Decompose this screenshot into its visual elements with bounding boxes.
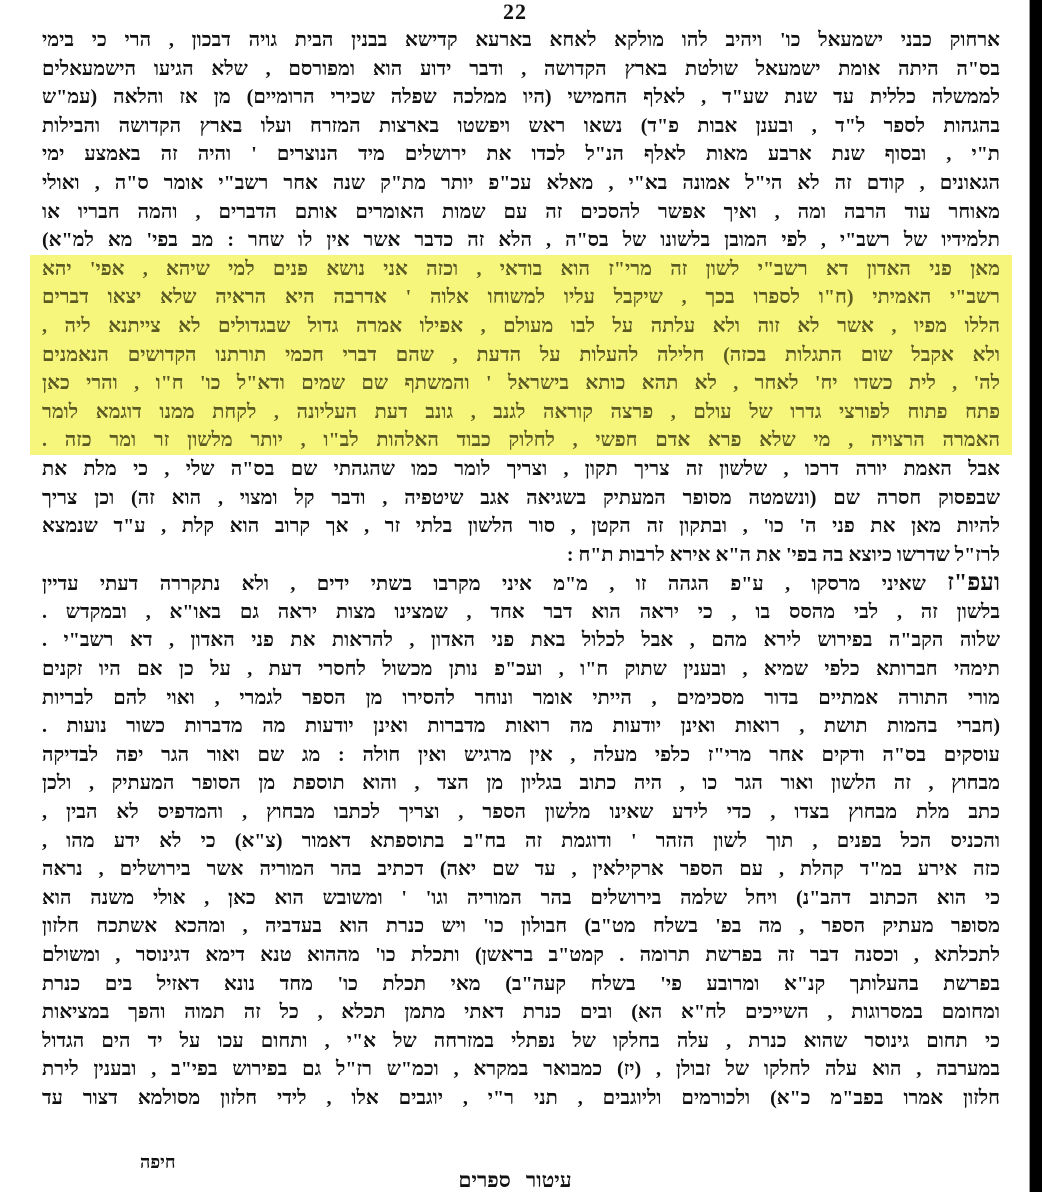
footer-title: עיטור ספרים	[458, 1168, 572, 1192]
text-line	[42, 112, 1000, 141]
text-line	[42, 541, 1000, 570]
body-text	[42, 26, 1000, 1113]
text-line	[42, 1055, 1000, 1084]
text-line	[42, 626, 1000, 655]
line-text: ת"י , ובסוף שנת ארבע מאות לאלף הנ"ל לכדו את ירושלים מיד הנוצרים ' והיה זה באמצע ימי	[42, 143, 1000, 166]
line-text: (חברי בהמות תושת , רואות ואינן יודעות מה רואות מדברות ואינן יודעות מה מדברות כשור נועות .	[42, 715, 1000, 738]
line-text: מסופר מעתיק הספר , מה בפ' בשלח מט"ב) חבולון כו' ויש כנרת הוא בעדביה , ומהכא אשתכח חלזון	[42, 915, 1000, 938]
line-text: ארחוק כבני ישמעאל כו' ויהיב להו מולקא לאחא בארעא קדישא בבנין הבית גויה דבכון , הרי כי בימי	[42, 29, 1000, 51]
line-text: חלזון אמרו בפב"מ כ"א) ולכורמים וליוגבים , תני ר"י , יוגבים אלו , לידי חלזון מסולמא דצור עד	[42, 1086, 1000, 1109]
text-line	[42, 198, 1000, 227]
text-line	[42, 769, 1000, 798]
line-text: מורי התורה אמתיים בדור מסכימים , הייתי אומר ונוחר להסירו מן הספר לגמרי , ואוי להם לבריות	[42, 686, 1000, 709]
text-line	[42, 512, 1000, 541]
text-line	[42, 26, 1000, 55]
text-line	[42, 827, 1000, 856]
line-text: מבחוץ , זה הלשון ואור הגר כו , היה כתוב בגליון מן הצד , והוא תוספת מן הסופר המעתיק , ולכן	[42, 772, 1000, 795]
text-line	[42, 998, 1000, 1027]
highlighted-text-line	[30, 426, 1012, 455]
line-text: האמרה הרצויה , מי שלא פרא אדם חפשי , לחלוק כבוד האלהות לב"ו , יותר מלשון זר ומר כזה .	[42, 429, 1000, 452]
line-text: בפרשת בהעלותך קנ"א ומרובע פי' בשלח קעה"ב) מאי תכלת כו' מחד נונא דאזיל בים כנרת	[42, 972, 1000, 995]
text-line	[42, 884, 1000, 913]
line-text: מאן פני האדון דא רשב"י לשון זה מרי"ז הוא בודאי , וכזה אני נושא פנים למי שיהא , אפי' יהא	[42, 257, 1000, 280]
text-line	[42, 83, 1000, 112]
text-line	[42, 970, 1000, 999]
line-text: שלוה הקב"ה בפירוש לירא מהם , אבל לכלול באת פני האדון , להראות את פני האדון , דא רשב"י .	[42, 629, 1000, 652]
text-line	[42, 455, 1000, 484]
text-line	[42, 684, 1000, 713]
text-line	[42, 140, 1000, 169]
text-line	[42, 741, 1000, 770]
highlighted-text-line	[30, 255, 1012, 284]
line-text: כי הוא הכתוב דהב"נ) ויחל שלמה בירושלים בהר המוריה וגו' ' ומשובש הוא כאן , אולי משנה הוא	[42, 886, 1000, 909]
text-line	[42, 226, 1000, 255]
line-text: והכניס הכל בפנים , תוך לשון הזהר ' ודוגמת זה בח"ב בתוספתא דאמור (צ"א) כי לא ידע מהו ,	[42, 829, 1000, 852]
line-text: הגאונים , קודם זה לא הי"ל אמונה בא"י , מאלא עכ"פ יותר מת"ק שנה אחר רשב"י אומר ס"ה , ואולי	[42, 171, 1000, 194]
line-text: הללו מפיו , אשר לא זוה ולא עלתה על לבו מעולם , אפילו אמרה גדול שבגדולים לא צייתנא ליה ,	[42, 314, 1000, 337]
highlighted-text-line	[30, 398, 1012, 427]
line-text: ומחומם במסרוגות , השייכים לח"א הא) ובים כנרת דאתי מתמן תכלא , כל זה תמוה והפך במציאות	[42, 1001, 1000, 1024]
paragraph-lead-word: ועפ"ז	[947, 570, 1000, 597]
line-text: לממשלה כללית עד שנת שע"ד , לאלף החמישי (היו ממלכה שפלה שכירי הרומיים) מן אז והלאה (עמ"ש	[42, 86, 1000, 109]
text-line	[42, 569, 1000, 598]
line-text: כתב מלת מבחוץ בצדו , כדי לידע שאינו מלשון הספר , וצריך לכתבו מבחוץ , והמדפיס לא הבין ,	[42, 801, 1000, 824]
text-line	[42, 712, 1000, 741]
line-text: במערבה , הוא עלה לחלקו של זבולן , (יז) כמבואר במקרא , וכמ"ש רז"ל גם בפירוש בפי"ב , ובענין לירת	[42, 1058, 1000, 1081]
text-line	[42, 1027, 1000, 1056]
text-line	[42, 1084, 1000, 1113]
text-line	[42, 912, 1000, 941]
line-text: עוסקים בס"ה ודקים אחר מרי"ז כלפי מעלה , אין מרגיש ואין חולה : מג שם ואור הגר יפה לבדיקה	[42, 743, 1000, 766]
text-line	[42, 169, 1000, 198]
highlighted-text-line	[30, 283, 1012, 312]
page-number: 22	[503, 0, 527, 24]
line-text: אבל האמת יורה דרכו , שלשון זה צריך תקון , וצריך לומר כמו שהגהתי שם בס"ה שלי , כי מלת את	[42, 457, 1000, 480]
line-text: בלשון זה , לבי מהסס בו , כי יראה הוא דבר אחד , שמצינו מצות יראה גם באו"א , ובמקדש .	[42, 600, 1000, 623]
highlighted-text-line	[30, 312, 1012, 341]
line-text: שאיני מרסקו , ע"פ הגהה זו , מ"מ איני מקרבו בשתי ידים , ולא נתקררה דעתי עדיין	[42, 573, 926, 596]
line-text: תלמידיו של רשב"י , לפי המובן בלשונו של בס"ה , הלא זה כדבר אשר אין לו שחר : מב בפי' מא למ"א)	[42, 229, 1000, 252]
line-text: לתכלתא , וכסנה דבר זה בפרשת תרומה . קמט"ב בראשן) ותכלת כו' מההוא טנא דימא דגינוסר , ומשולם	[42, 944, 1000, 966]
highlighted-text-line	[30, 369, 1012, 398]
line-text: פתח פתוח לפורצי גדרו של עולם , פרצה קוראה לגנב , גונב דעת העליונה , לקחת ממנו דוגמא לומר	[42, 400, 1000, 423]
line-text: רשב"י האמיתי (ח"ו לספרו בכך , שיקבל עליו למשוחו אלוה ' אדרבה היא הראיה שלא יצאו דברים	[42, 286, 1000, 309]
highlighted-text-line	[30, 341, 1012, 370]
line-text: לה' , לית כשדו יח' לאחר , לא תהא כותא בישראל ' והמשתף שם שמים ודא"ל כו' ח"ו , והרי כאן	[42, 372, 1000, 395]
line-text: כזה אירע במ"ד קהלת , עם הספר ארקילאין , עד שם יאה) דכתיב בהר המוריה אשר בירושלים , נראה	[42, 858, 1000, 881]
text-line	[42, 484, 1000, 513]
line-text: מאוחר עוד הרבה ומה , ואיך אפשר להסכים זה עם שמות האומרים אותם הדברים , והמה חבריו או	[42, 200, 1000, 223]
line-text: בס"ה היתה אומת ישמעאל שולטת בארץ הקדושה , ודבר ידוע הוא ומפורסם , שלא הגיעו הישמעאלים	[42, 57, 1000, 80]
text-line	[42, 798, 1000, 827]
text-line	[42, 55, 1000, 84]
line-text: בהגהות לספר ל"ד , ובענן אבות פ"ד) נשאו ראש ויפשטו בארצות המזרח ועלו בארץ הקדושה והבילות	[42, 114, 1000, 137]
line-text: לרז"ל שדרשו כיוצא בה בפי' את ה"א אירא לרבות ת"ח :	[566, 543, 1000, 566]
text-line	[42, 598, 1000, 627]
scan-border	[1029, 0, 1042, 1192]
line-text: כי תחום גינוסר שהוא כנרת , עלה בחלקו של נפתלי במזרחה של א"י , ותחום עכו על יד הים הגדול	[42, 1029, 1000, 1052]
line-text: תימהי חברותא כלפי שמיא , ובענין שתוק ח"ו , ועכ"פ נותן מכשול לחסרי דעת , על כן אם היו זקנים	[42, 658, 1000, 681]
text-line	[42, 655, 1000, 684]
line-text: להיות מאן את פני ה' כו' , ובתקון זה הקטן , סור הלשון בלתי זר , אך קרוב הוא קלת , ע"ד שנמצא	[42, 515, 1000, 538]
line-text: ולא אקבל שום התגלות בכזה) חלילה להעלות על הדעת , שהם דברי חכמי תורתנו הקדושים הנאמנים	[42, 343, 1000, 366]
text-line	[42, 941, 1000, 970]
line-text: שבפסוק חסרה שם (ונשמטה מסופר המעתיק בשגיאה אגב שיטפיה , ודבר קל ומצוי , הוא זה) וכן צריך	[42, 486, 1000, 509]
text-line	[42, 855, 1000, 884]
catchword: חיפה	[140, 1152, 176, 1172]
